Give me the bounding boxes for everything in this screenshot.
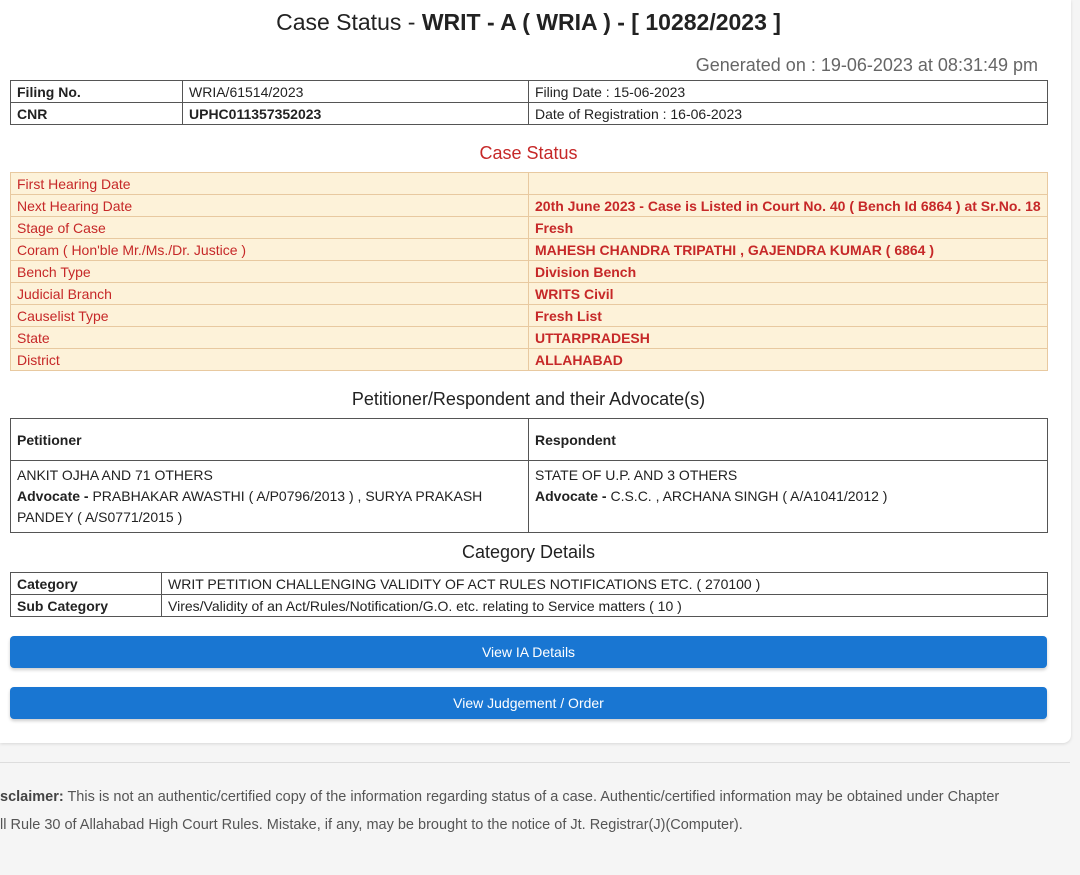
case-status-row bbox=[11, 283, 1048, 305]
petitioner-name: ANKIT OJHA AND 71 OTHERS bbox=[17, 467, 213, 483]
filing-no-label: Filing No. bbox=[11, 81, 183, 103]
table-row bbox=[11, 419, 1048, 461]
filing-date: Filing Date : 15-06-2023 bbox=[529, 81, 1048, 103]
subcategory-label: Sub Category bbox=[11, 595, 162, 617]
case-status-row bbox=[11, 305, 1048, 327]
divider bbox=[0, 762, 1070, 763]
petitioner-advocate-names: PRABHAKAR AWASTHI ( A/P0796/2013 ) , SURYA PRAKASH PANDEY ( A/S0771/2015 ) bbox=[17, 488, 483, 525]
case-status-value: Division Bench bbox=[529, 261, 1048, 283]
case-status-value bbox=[529, 173, 1048, 195]
respondent-name: STATE OF U.P. AND 3 OTHERS bbox=[535, 467, 738, 483]
case-status-row bbox=[11, 349, 1048, 371]
respondent-cell bbox=[529, 461, 1048, 533]
disclaimer-label: sclaimer: bbox=[0, 789, 64, 805]
case-status-label: Judicial Branch bbox=[11, 283, 529, 305]
category-label: Category bbox=[11, 573, 162, 595]
generated-timestamp: Generated on : 19-06-2023 at 08:31:49 pm bbox=[695, 55, 1038, 75]
case-status-label: Coram ( Hon'ble Mr./Ms./Dr. Justice ) bbox=[11, 239, 529, 261]
case-status-value: ALLAHABAD bbox=[529, 349, 1048, 371]
disclaimer-text: This is not an authentic/certified copy of the information regarding status of a case. Authentic/certified information may be obtained under Chapter bbox=[63, 789, 1000, 805]
parties-table bbox=[10, 418, 1048, 533]
registration-date: Date of Registration : 16-06-2023 bbox=[529, 103, 1048, 125]
case-status-value: UTTARPRADESH bbox=[529, 327, 1048, 349]
advocate-label: Advocate - bbox=[535, 488, 611, 504]
respondent-header: Respondent bbox=[529, 419, 1048, 461]
category-heading: Category Details bbox=[461, 542, 596, 562]
case-status-row bbox=[11, 261, 1048, 283]
disclaimer-line-2: ll Rule 30 of Allahabad High Court Rules. Mistake, if any, may be brought to the notice of Jt. Registrar(J)(Computer). bbox=[0, 817, 743, 833]
parties-heading: Petitioner/Respondent and their Advocate(s) bbox=[351, 389, 706, 409]
respondent-advocate bbox=[535, 486, 1041, 507]
table-row bbox=[11, 103, 1048, 125]
view-ia-details-button[interactable]: View IA Details bbox=[10, 636, 1047, 668]
case-status-row bbox=[11, 195, 1048, 217]
petitioner-header: Petitioner bbox=[11, 419, 529, 461]
view-judgement-order-button[interactable]: View Judgement / Order bbox=[10, 687, 1047, 719]
filing-no-value: WRIA/61514/2023 bbox=[183, 81, 529, 103]
table-row bbox=[11, 573, 1048, 595]
case-status-value: 20th June 2023 - Case is Listed in Court No. 40 ( Bench Id 6864 ) at Sr.No. 18 bbox=[529, 195, 1048, 217]
filing-info-table bbox=[10, 80, 1048, 125]
case-status-label: District bbox=[11, 349, 529, 371]
subcategory-value: Vires/Validity of an Act/Rules/Notification/G.O. etc. relating to Service matters ( 10 ) bbox=[162, 595, 1048, 617]
advocate-label: Advocate - bbox=[17, 488, 93, 504]
title-case-number: WRIT - A ( WRIA ) - [ 10282/2023 ] bbox=[421, 9, 781, 35]
title-prefix: Case Status - bbox=[276, 9, 422, 35]
table-row bbox=[11, 81, 1048, 103]
category-value: WRIT PETITION CHALLENGING VALIDITY OF ACT RULES NOTIFICATIONS ETC. ( 270100 ) bbox=[162, 573, 1048, 595]
case-status-value: Fresh List bbox=[529, 305, 1048, 327]
case-status-label: Next Hearing Date bbox=[11, 195, 529, 217]
respondent-advocate-names: C.S.C. , ARCHANA SINGH ( A/A1041/2012 ) bbox=[610, 488, 888, 504]
case-status-row bbox=[11, 217, 1048, 239]
case-status-value: MAHESH CHANDRA TRIPATHI , GAJENDRA KUMAR ( 6864 ) bbox=[529, 239, 1048, 261]
case-status-row bbox=[11, 327, 1048, 349]
category-table bbox=[10, 572, 1048, 617]
case-status-label: Causelist Type bbox=[11, 305, 529, 327]
disclaimer bbox=[0, 783, 1060, 839]
case-status-heading: Case Status bbox=[479, 143, 578, 163]
page-title bbox=[0, 9, 1057, 36]
case-status-table bbox=[10, 172, 1048, 371]
table-row bbox=[11, 595, 1048, 617]
petitioner-cell bbox=[11, 461, 529, 533]
case-status-label: Bench Type bbox=[11, 261, 529, 283]
case-status-value: WRITS Civil bbox=[529, 283, 1048, 305]
disclaimer-line-1 bbox=[0, 783, 1060, 811]
cnr-label: CNR bbox=[11, 103, 183, 125]
case-status-row bbox=[11, 173, 1048, 195]
case-status-row bbox=[11, 239, 1048, 261]
case-status-value: Fresh bbox=[529, 217, 1048, 239]
petitioner-advocate bbox=[17, 486, 522, 528]
cnr-value: UPHC011357352023 bbox=[183, 103, 529, 125]
table-row bbox=[11, 461, 1048, 533]
case-status-label: First Hearing Date bbox=[11, 173, 529, 195]
case-status-label: Stage of Case bbox=[11, 217, 529, 239]
case-status-label: State bbox=[11, 327, 529, 349]
